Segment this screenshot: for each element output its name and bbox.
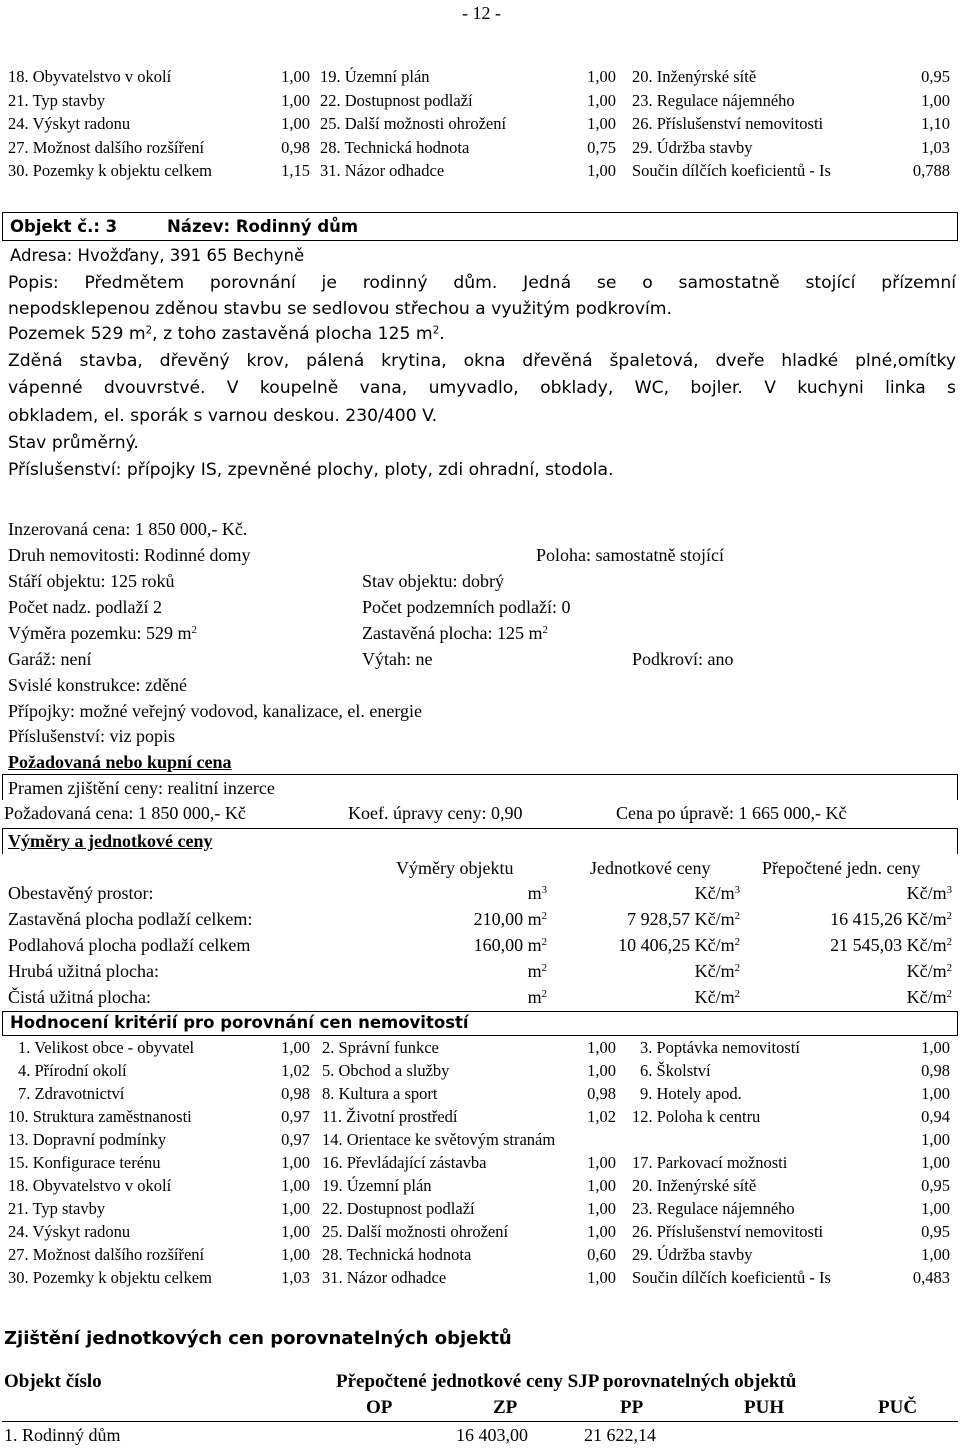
area-row-unit: $Kč/m^2$ bbox=[694, 961, 740, 981]
criterion-label: Součin dílčích koeficientů - Is bbox=[632, 1268, 831, 1287]
criterion-value: 0,95 bbox=[921, 1222, 950, 1241]
accessories: Příslušenství: viz popis bbox=[8, 726, 176, 746]
object-header-box bbox=[2, 212, 958, 241]
area-row-label: Zastavěná plocha podlaží celkem: bbox=[8, 909, 253, 929]
criterion-value: 1,00 bbox=[281, 1222, 310, 1241]
object-age: Stáří objektu: 125 roků bbox=[8, 571, 175, 591]
description-line: obkladem, el. sporák s varnou deskou. 230/400 V. bbox=[8, 406, 438, 426]
vertical-construction: Svislé konstrukce: zděné bbox=[8, 675, 187, 695]
coefficient-value: 1,00 bbox=[921, 90, 950, 110]
criterion-value: 0,95 bbox=[921, 1176, 950, 1195]
sub-header-pp: PP bbox=[620, 1397, 644, 1418]
coefficient-value: 1,00 bbox=[587, 114, 616, 133]
description-line: Zděná stavba, dřevěný krov, pálená krytina, okna dřevěná špaletová, dveře hladké plné,omítky bbox=[8, 351, 956, 371]
object-address: Adresa: Hvožďany, 391 65 Bechyně bbox=[10, 246, 305, 265]
criterion-label: 19. Územní plán bbox=[322, 1176, 432, 1195]
criterion-value: 0,483 bbox=[912, 1268, 950, 1287]
coefficient-label: 20. Inženýrské sítě bbox=[632, 67, 757, 86]
object-name: Název: Rodinný dům bbox=[167, 217, 359, 236]
coefficient-label: 31. Názor odhadce bbox=[320, 161, 445, 180]
sub-header-op: OP bbox=[366, 1397, 393, 1418]
criterion-value: 1,02 bbox=[587, 1107, 616, 1126]
coefficient-label: 30. Pozemky k objektu celkem bbox=[8, 161, 212, 180]
criterion-label: 31. Názor odhadce bbox=[322, 1268, 447, 1287]
coefficient-value: 1,10 bbox=[921, 114, 950, 133]
area-row-area: $m^2$ bbox=[527, 987, 547, 1007]
area-row-conv: 16 415,26 $Kč/m^2$ bbox=[830, 909, 952, 929]
criterion-value: 1,00 bbox=[587, 1268, 616, 1287]
criterion-value: 1,00 bbox=[921, 1245, 950, 1264]
criterion-value: 1,02 bbox=[281, 1061, 310, 1080]
criterion-value: 1,00 bbox=[587, 1038, 616, 1057]
criterion-value: 1,00 bbox=[587, 1199, 616, 1218]
price-source: Pramen zjištění ceny: realitní inzerce bbox=[8, 778, 275, 798]
criterion-value: 1,00 bbox=[281, 1176, 310, 1195]
coefficient-value: 1,00 bbox=[281, 90, 310, 110]
coefficient-value: 1,03 bbox=[921, 137, 950, 157]
criterion-value: 0,98 bbox=[587, 1084, 616, 1103]
description-line: Příslušenství: přípojky IS, zpevněné plochy, ploty, zdi ohradní, stodola. bbox=[8, 460, 614, 480]
land-area: Výměra pozemku: 529 $m^2$ bbox=[8, 623, 197, 643]
coefficient-label: 29. Údržba stavby bbox=[632, 137, 753, 157]
col-object-number: Objekt číslo bbox=[4, 1371, 102, 1392]
row-object-name: 1. Rodinný dům bbox=[4, 1425, 121, 1445]
coefficient-value: 0,75 bbox=[587, 137, 616, 157]
coefficient-label: 25. Další možnosti ohrožení bbox=[320, 114, 507, 133]
description-line: Stav průměrný. bbox=[8, 433, 139, 453]
object-condition: Stav objektu: dobrý bbox=[362, 571, 504, 591]
coefficient-value: 1,00 bbox=[587, 90, 616, 110]
criterion-label: 14. Orientace ke světovým stranám bbox=[322, 1130, 556, 1149]
description-line: Popis: Předmětem porovnání je rodinný dům. Jedná se o samostatně stojící přízemní bbox=[8, 273, 956, 293]
coefficient-label: 24. Výskyt radonu bbox=[8, 114, 131, 133]
criterion-label: 21. Typ stavby bbox=[8, 1199, 106, 1218]
floor-count: Počet nadz. podlaží 2 bbox=[8, 597, 162, 617]
col-header-unit-prices: Jednotkové ceny bbox=[590, 858, 711, 878]
price-section-heading: Požadovaná nebo kupní cena bbox=[8, 752, 232, 772]
requested-price: Požadovaná cena: 1 850 000,- Kč bbox=[4, 803, 246, 823]
sub-header-zp: ZP bbox=[493, 1397, 518, 1418]
criterion-value: 0,98 bbox=[921, 1061, 950, 1080]
elevator: Výtah: ne bbox=[362, 649, 433, 669]
area-row-unit: $Kč/m^3$ bbox=[694, 883, 740, 903]
areas-section-heading: Výměry a jednotkové ceny bbox=[8, 831, 213, 851]
coefficient-value: 0,98 bbox=[281, 137, 310, 157]
area-row-conv: $Kč/m^2$ bbox=[906, 961, 952, 981]
coefficient-label: 28. Technická hodnota bbox=[320, 137, 470, 157]
coefficient-value: 1,00 bbox=[587, 67, 616, 86]
coefficient-label: 27. Možnost dalšího rozšíření bbox=[8, 137, 205, 157]
underground-floor-count: Počet podzemních podlaží: 0 bbox=[362, 597, 571, 617]
sub-header-puh: PUH bbox=[744, 1397, 785, 1418]
criterion-label: 26. Příslušenství nemovitosti bbox=[632, 1222, 824, 1241]
criterion-value: 1,00 bbox=[921, 1199, 950, 1218]
criteria-section-heading: Hodnocení kritérií pro porovnání cen nemovitostí bbox=[10, 1013, 469, 1032]
criterion-label: 30. Pozemky k objektu celkem bbox=[8, 1268, 212, 1287]
criterion-value: 1,00 bbox=[281, 1245, 310, 1264]
criterion-label: 29. Údržba stavby bbox=[632, 1245, 753, 1264]
criterion-value: 0,97 bbox=[281, 1107, 310, 1126]
criterion-value: 1,03 bbox=[281, 1268, 310, 1287]
criterion-label: 24. Výskyt radonu bbox=[8, 1222, 131, 1241]
criterion-label: 13. Dopravní podmínky bbox=[8, 1130, 167, 1149]
coefficient-label: 21. Typ stavby bbox=[8, 90, 106, 110]
criterion-value: 1,00 bbox=[587, 1222, 616, 1241]
coefficient-label: 22. Dostupnost podlaží bbox=[320, 90, 473, 110]
criterion-label: 1. Velikost obce - obyvatel bbox=[18, 1038, 195, 1057]
criterion-value: 1,00 bbox=[281, 1153, 310, 1172]
area-row-area: 160,00 $m^2$ bbox=[473, 935, 547, 955]
criterion-value: 1,00 bbox=[587, 1061, 616, 1080]
row-zp-value: 16 403,00 bbox=[456, 1425, 528, 1445]
utilities: Přípojky: možné veřejný vodovod, kanalizace, el. energie bbox=[8, 701, 423, 721]
criterion-value: 1,00 bbox=[921, 1084, 950, 1103]
criterion-label: 17. Parkovací možnosti bbox=[632, 1153, 788, 1172]
criterion-label: 9. Hotely apod. bbox=[640, 1084, 742, 1103]
area-row-label: Obestavěný prostor: bbox=[8, 883, 154, 903]
area-row-conv: $Kč/m^3$ bbox=[906, 883, 952, 903]
area-row-conv: $Kč/m^2$ bbox=[906, 987, 952, 1007]
area-row-area: $m^2$ bbox=[527, 961, 547, 981]
area-row-area: $m^3$ bbox=[527, 883, 547, 903]
unit-prices-heading: Zjištění jednotkových cen porovnatelných objektů bbox=[4, 1328, 512, 1349]
description-line-area: Pozemek 529 $m^2$, z toho zastavěná plocha 125 $m^2$. bbox=[8, 324, 445, 344]
criterion-label: 6. Školství bbox=[640, 1061, 711, 1080]
area-row-conv: 21 545,03 $Kč/m^2$ bbox=[830, 935, 952, 955]
coefficient-value: 0,95 bbox=[921, 67, 950, 86]
page-number: - 12 - bbox=[462, 3, 501, 23]
criterion-label: 12. Poloha k centru bbox=[632, 1107, 761, 1126]
area-row-unit: $Kč/m^2$ bbox=[694, 987, 740, 1007]
table-divider bbox=[2, 1421, 958, 1422]
row-pp-value: 21 622,14 bbox=[584, 1425, 656, 1445]
criterion-label: 8. Kultura a sport bbox=[322, 1084, 438, 1103]
criterion-label: 10. Struktura zaměstnanosti bbox=[8, 1107, 192, 1126]
criterion-label: 23. Regulace nájemného bbox=[632, 1199, 795, 1218]
col-header-areas: Výměry objektu bbox=[396, 858, 514, 878]
criterion-value: 1,00 bbox=[921, 1153, 950, 1172]
criterion-label: 2. Správní funkce bbox=[322, 1038, 439, 1057]
criterion-value: 0,97 bbox=[281, 1130, 310, 1149]
criterion-label: 27. Možnost dalšího rozšíření bbox=[8, 1245, 205, 1264]
criterion-value: 1,00 bbox=[921, 1130, 950, 1149]
criterion-value: 1,00 bbox=[587, 1176, 616, 1195]
criterion-value: 1,00 bbox=[281, 1038, 310, 1057]
coefficient-label: 19. Územní plán bbox=[320, 67, 430, 86]
coefficient-label: 23. Regulace nájemného bbox=[632, 90, 795, 110]
criterion-label: 28. Technická hodnota bbox=[322, 1245, 472, 1264]
property-type: Druh nemovitosti: Rodinné domy bbox=[8, 545, 251, 565]
area-row-unit: 7 928,57 $Kč/m^2$ bbox=[627, 909, 740, 929]
criterion-label: 16. Převládající zástavba bbox=[322, 1153, 487, 1172]
criterion-label: 11. Životní prostředí bbox=[322, 1107, 458, 1126]
criterion-value: 1,00 bbox=[281, 1199, 310, 1218]
area-row-label: Hrubá užitná plocha: bbox=[8, 961, 159, 981]
criterion-label: 3. Poptávka nemovitostí bbox=[640, 1038, 800, 1057]
col-header-converted-prices: Přepočtené jedn. ceny bbox=[762, 858, 921, 878]
criterion-value: 0,98 bbox=[281, 1084, 310, 1103]
criterion-label: 25. Další možnosti ohrožení bbox=[322, 1222, 509, 1241]
built-area: Zastavěná plocha: 125 $m^2$ bbox=[362, 623, 548, 643]
area-row-unit: 10 406,25 $Kč/m^2$ bbox=[618, 935, 740, 955]
criterion-value: 1,00 bbox=[921, 1038, 950, 1057]
coefficient-label: 18. Obyvatelstvo v okolí bbox=[8, 67, 172, 86]
coefficient-value: 0,788 bbox=[912, 161, 950, 180]
criterion-label: 7. Zdravotnictví bbox=[18, 1084, 125, 1103]
price-adjust-coefficient: Koef. úpravy ceny: 0,90 bbox=[348, 803, 523, 823]
coefficient-label: Součin dílčích koeficientů - Is bbox=[632, 161, 831, 180]
criterion-label: 15. Konfigurace terénu bbox=[8, 1153, 161, 1172]
criterion-value: 0,60 bbox=[587, 1245, 616, 1264]
col-group-converted-prices: Přepočtené jednotkové ceny SJP porovnatelných objektů bbox=[336, 1371, 797, 1392]
criterion-label: 4. Přírodní okolí bbox=[18, 1061, 127, 1080]
object-number: Objekt č.: 3 bbox=[10, 217, 118, 236]
coefficient-value: 1,00 bbox=[281, 114, 310, 133]
criterion-label: 20. Inženýrské sítě bbox=[632, 1176, 757, 1195]
sub-header-puc: PUČ bbox=[878, 1397, 918, 1418]
description-line: vápenné dvouvrstvé. V koupelně vana, umyvadlo, obklady, WC, bojler. V kuchyni linka s bbox=[8, 378, 956, 398]
property-position: Poloha: samostatně stojící bbox=[536, 545, 724, 565]
attic: Podkroví: ano bbox=[632, 649, 734, 669]
criterion-label: 18. Obyvatelstvo v okolí bbox=[8, 1176, 172, 1195]
criterion-value: 0,94 bbox=[921, 1107, 950, 1126]
criterion-label: 22. Dostupnost podlaží bbox=[322, 1199, 475, 1218]
coefficient-label: 26. Příslušenství nemovitosti bbox=[632, 114, 824, 133]
description-line: nepodsklepenou zděnou stavbu se sedlovou střechou a využitým podkrovím. bbox=[8, 299, 672, 319]
criterion-label: 5. Obchod a služby bbox=[322, 1061, 450, 1080]
adjusted-price: Cena po úpravě: 1 665 000,- Kč bbox=[616, 803, 847, 823]
area-row-area: 210,00 $m^2$ bbox=[473, 909, 547, 929]
criterion-value: 1,00 bbox=[587, 1153, 616, 1172]
coefficient-value: 1,15 bbox=[281, 161, 310, 180]
coefficient-value: 1,00 bbox=[281, 67, 310, 86]
area-row-label: Čistá užitná plocha: bbox=[8, 987, 151, 1007]
garage: Garáž: není bbox=[8, 649, 92, 669]
coefficient-value: 1,00 bbox=[587, 161, 616, 180]
advertised-price: Inzerovaná cena: 1 850 000,- Kč. bbox=[8, 519, 248, 539]
area-row-label: Podlahová plocha podlaží celkem bbox=[8, 935, 251, 955]
